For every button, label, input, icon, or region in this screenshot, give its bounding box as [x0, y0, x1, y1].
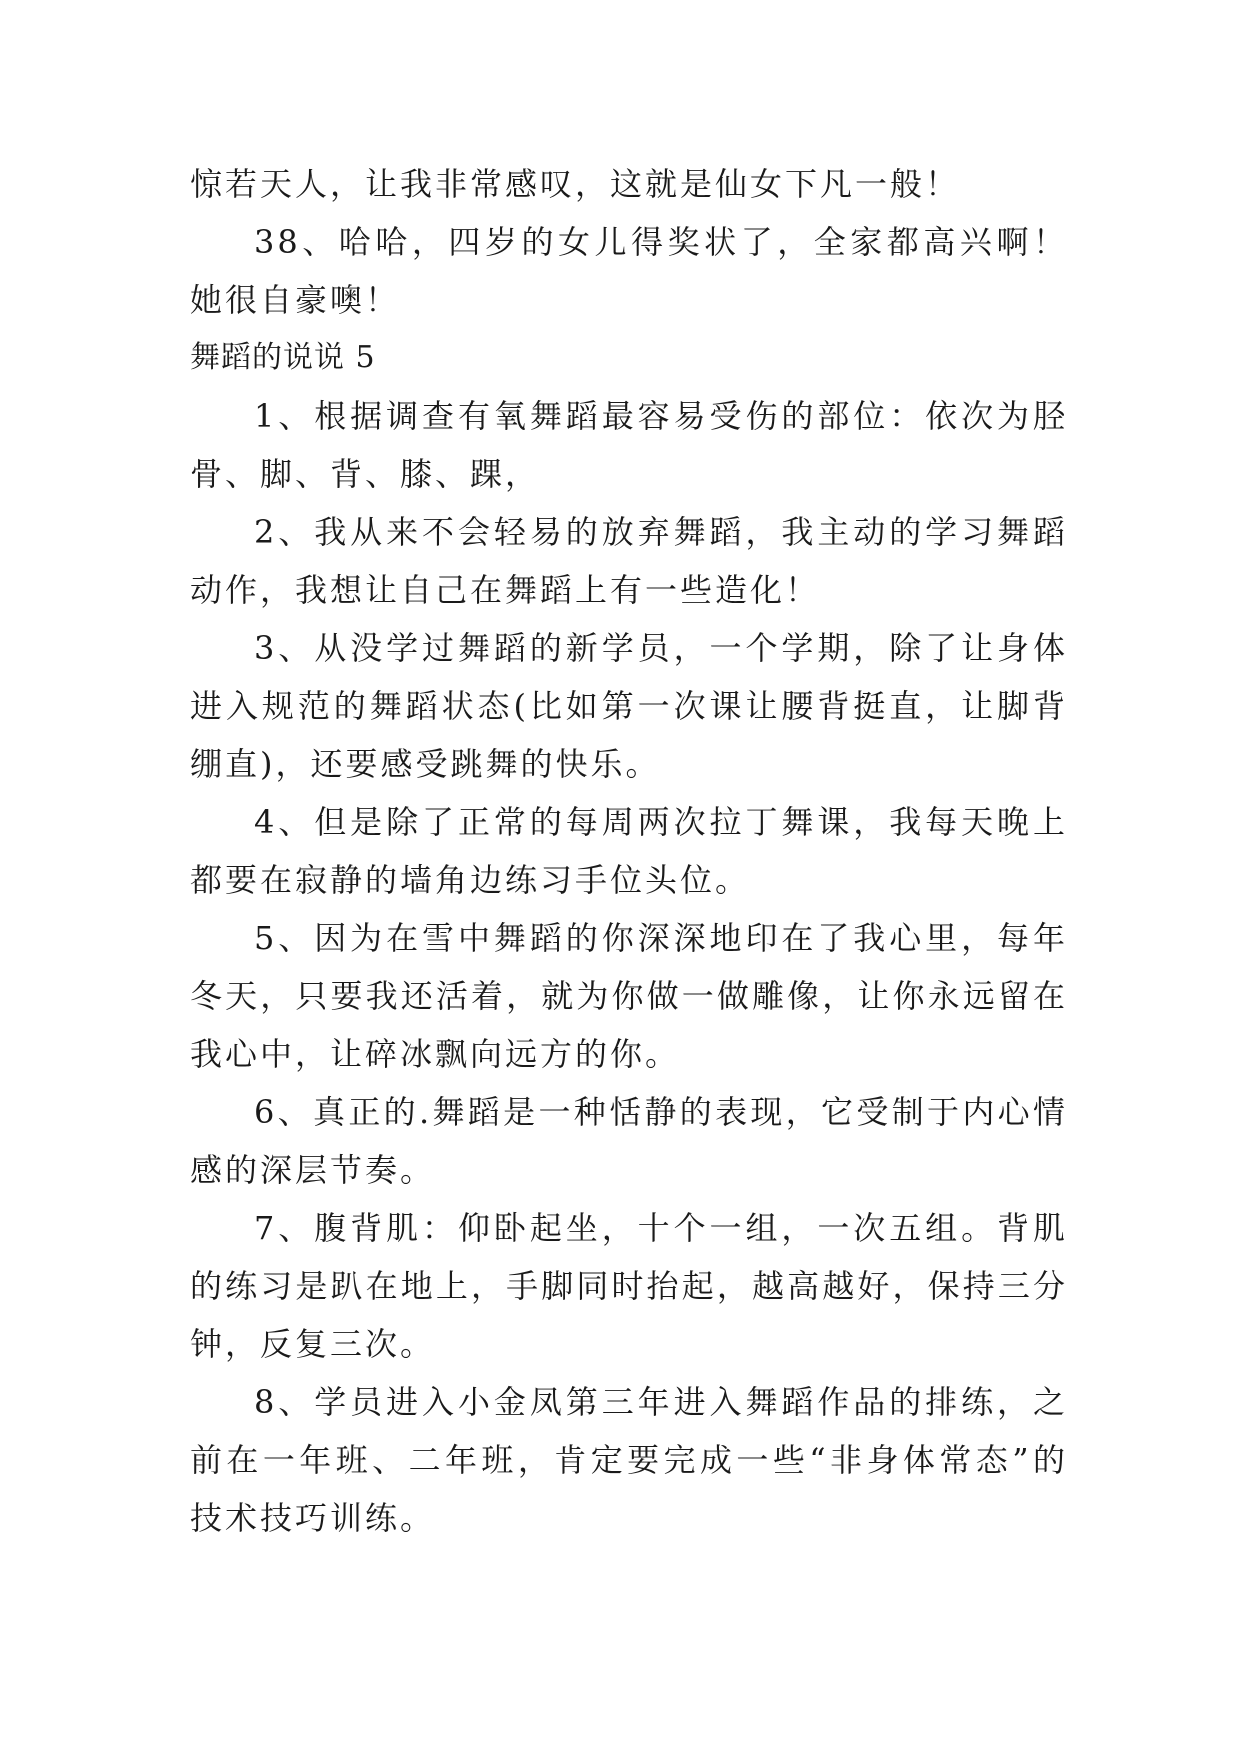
section-heading: 舞蹈的说说 5	[190, 340, 376, 375]
paragraph-item-5: 5、因为在雪中舞蹈的你深深地印在了我心里，每年冬天，只要我还活着，就为你做一做雕像，让你永远留在我心中，让碎冰飘向远方的你。	[190, 919, 1068, 1073]
paragraph-continuation: 惊若天人，让我非常感叹，这就是仙女下凡一般！	[190, 165, 961, 203]
paragraph-item-38: 38、哈哈，四岁的女儿得奖状了，全家都高兴啊！她很自豪噢！	[190, 223, 1068, 319]
paragraph-item-6: 6、真正的.舞蹈是一种恬静的表现，它受制于内心情感的深层节奏。	[190, 1093, 1068, 1189]
paragraph-item-2: 2、我从来不会轻易的放弃舞蹈，我主动的学习舞蹈动作，我想让自己在舞蹈上有一些造化！	[190, 513, 1068, 609]
paragraph-item-1: 1、根据调查有氧舞蹈最容易受伤的部位：依次为胫骨、脚、背、膝、踝，	[190, 397, 1068, 493]
document-body	[190, 155, 1068, 1547]
paragraph-item-4: 4、但是除了正常的每周两次拉丁舞课，我每天晚上都要在寂静的墙角边练习手位头位。	[190, 803, 1068, 899]
paragraph-item-8: 8、学员进入小金凤第三年进入舞蹈作品的排练，之前在一年班、二年班，肯定要完成一些“非身体常态”的技术技巧训练。	[190, 1383, 1068, 1537]
paragraph-item-3: 3、从没学过舞蹈的新学员，一个学期，除了让身体进入规范的舞蹈状态(比如第一次课让腰背挺直，让脚背绷直)，还要感受跳舞的快乐。	[190, 629, 1068, 783]
paragraph-item-7: 7、腹背肌：仰卧起坐，十个一组，一次五组。背肌的练习是趴在地上，手脚同时抬起，越高越好，保持三分钟，反复三次。	[190, 1209, 1068, 1363]
